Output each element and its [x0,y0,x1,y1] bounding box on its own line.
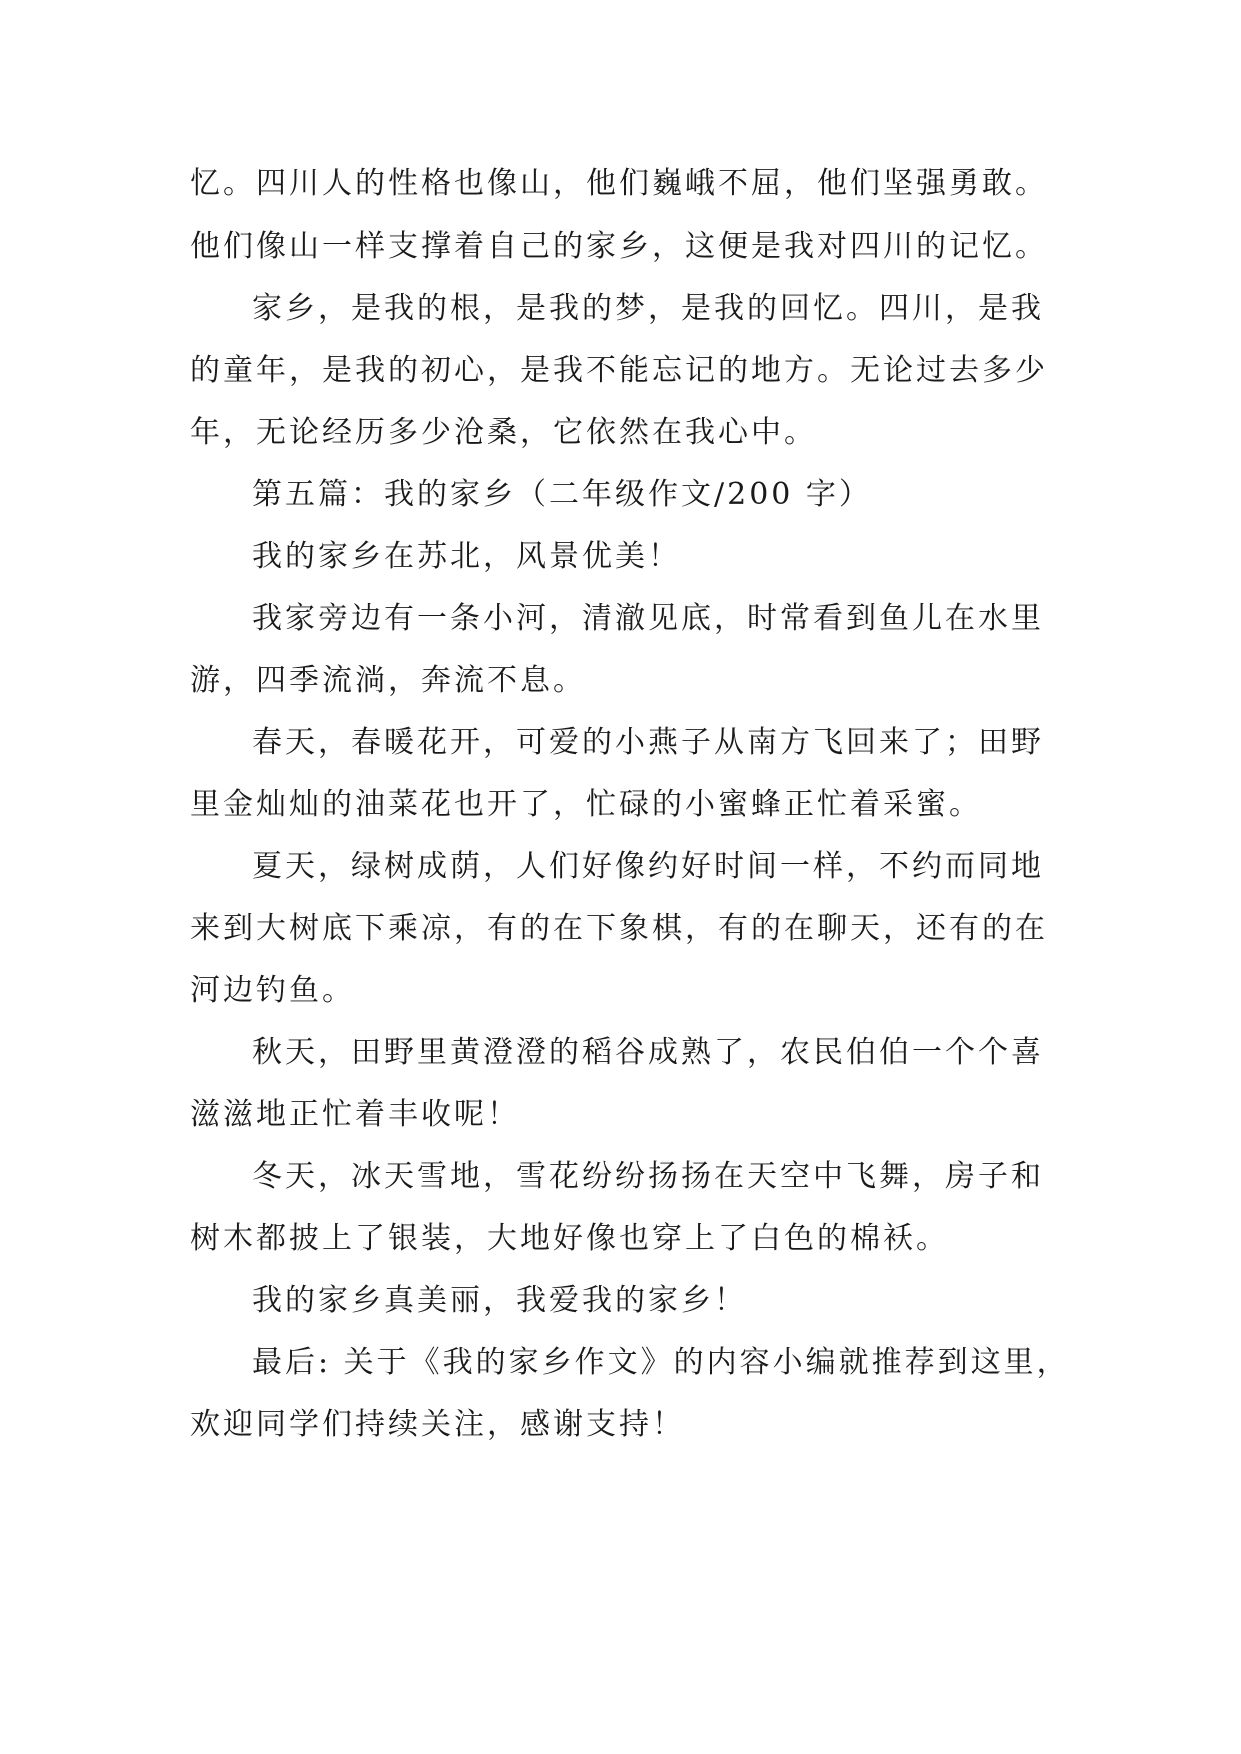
paragraph-start: 我的家乡真美丽，我爱我的家乡！ [252,1283,747,1318]
text-line: 树木都披上了银装，大地好像也穿上了白色的棉袄。 [190,1221,949,1256]
paragraph-start: 家乡，是我的根，是我的梦，是我的回忆。四川，是我 [252,291,1044,326]
text-line: 欢迎同学们持续关注，感谢支持！ [190,1407,685,1442]
text-line: 河边钓鱼。 [190,973,355,1008]
text-line: 他们像山一样支撑着自己的家乡，这便是我对四川的记忆。 [190,229,1048,264]
paragraph-start: 我的家乡在苏北，风景优美！ [252,539,681,574]
text-line: 里金灿灿的油菜花也开了，忙碌的小蜜蜂正忙着采蜜。 [190,787,982,822]
text-line: 滋滋地正忙着丰收呢！ [190,1097,520,1132]
paragraph-start: 冬天，冰天雪地，雪花纷纷扬扬在天空中飞舞，房子和 [252,1159,1044,1194]
paragraph-start: 最后: 关于《我的家乡作文》的内容小编就推荐到这里， [252,1345,1070,1380]
text-line: 来到大树底下乘凉，有的在下象棋，有的在聊天，还有的在 [190,911,1048,946]
text-line: 忆。四川人的性格也像山，他们巍峨不屈，他们坚强勇敢。 [190,166,1048,201]
paragraph-start: 春天，春暖花开，可爱的小燕子从南方飞回来了；田野 [252,725,1044,760]
paragraph-start: 秋天，田野里黄澄澄的稻谷成熟了，农民伯伯一个个喜 [252,1035,1044,1070]
section-heading: 第五篇：我的家乡（二年级作文/200 字） [252,477,872,512]
paragraph-start: 夏天，绿树成荫，人们好像约好时间一样，不约而同地 [252,849,1044,884]
text-line: 的童年，是我的初心，是我不能忘记的地方。无论过去多少 [190,353,1048,388]
text-line: 年，无论经历多少沧桑，它依然在我心中。 [190,415,817,450]
text-line: 游，四季流淌，奔流不息。 [190,663,586,698]
paragraph-start: 我家旁边有一条小河，清澈见底，时常看到鱼儿在水里 [252,601,1044,636]
